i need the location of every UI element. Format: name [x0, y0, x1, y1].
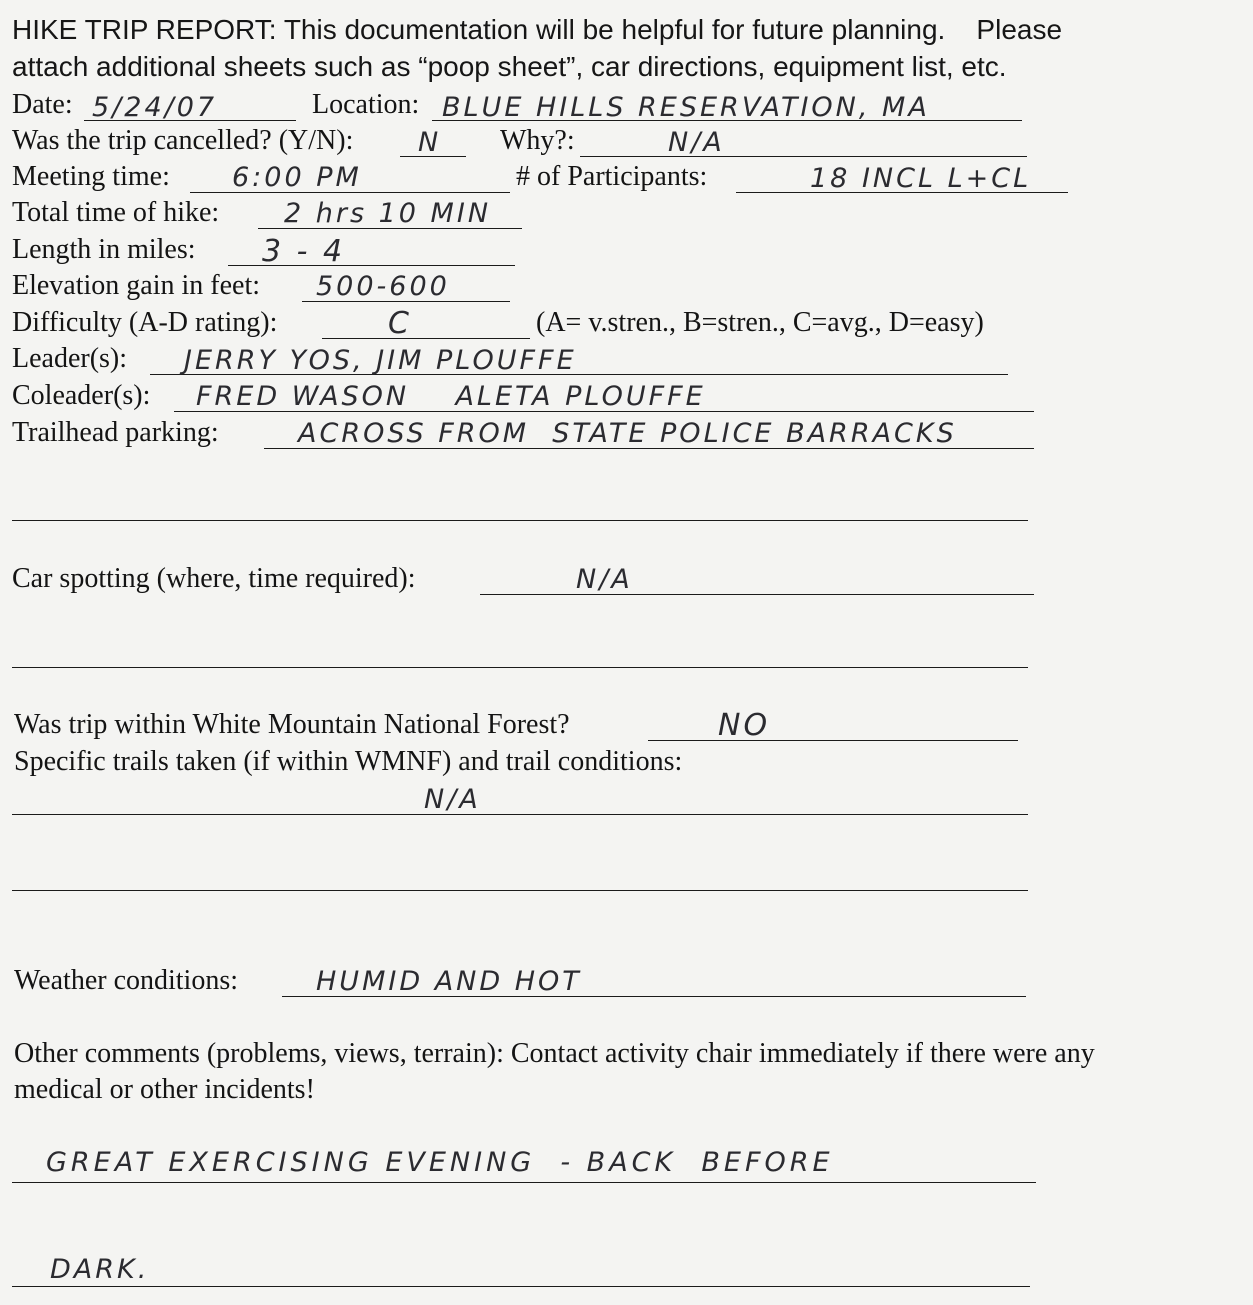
comments-line-1[interactable]	[12, 1182, 1036, 1183]
meeting-time-value: 6:00 PM	[232, 162, 362, 193]
trailhead-label: Trailhead parking:	[12, 417, 219, 448]
location-value: BLUE HILLS RESERVATION, MA	[442, 92, 930, 123]
header-intro: This documentation will be helpful for future planning. Please	[283, 14, 1063, 45]
weather-label: Weather conditions:	[14, 965, 239, 996]
total-time-value: 2 hrs 10 MIN	[284, 198, 492, 229]
participants-label: # of Participants:	[516, 161, 708, 192]
specific-trails-line[interactable]	[12, 814, 1028, 815]
comments-label-line-1: Other comments (problems, views, terrain): Contact activity chair immediately if there were any	[14, 1038, 1095, 1069]
weather-value: HUMID AND HOT	[316, 966, 582, 997]
leaders-label: Leader(s):	[12, 343, 128, 374]
comments-value-line-1: GREAT EXERCISING EVENING - BACK BEFORE	[46, 1147, 834, 1178]
car-spotting-value: N/A	[576, 564, 633, 595]
cancelled-label: Was the trip cancelled? (Y/N):	[12, 125, 354, 156]
comments-label-line-2: medical or other incidents!	[14, 1074, 315, 1105]
car-spotting-line[interactable]	[480, 594, 1034, 595]
specific-trails-extra-line[interactable]	[12, 890, 1028, 891]
elevation-label: Elevation gain in feet:	[12, 270, 261, 301]
difficulty-label: Difficulty (A-D rating):	[12, 307, 278, 338]
difficulty-value: C	[388, 306, 412, 341]
length-value: 3 - 4	[262, 234, 346, 269]
why-label: Why?:	[500, 125, 575, 156]
trailhead-value: ACROSS FROM STATE POLICE BARRACKS	[298, 418, 957, 449]
why-value: N/A	[668, 127, 725, 158]
comments-line-2[interactable]	[12, 1286, 1030, 1287]
meeting-time-label: Meeting time:	[12, 161, 170, 192]
car-spotting-extra-line[interactable]	[12, 667, 1028, 668]
car-spotting-label: Car spotting (where, time required):	[12, 563, 416, 594]
coleaders-label: Coleader(s):	[12, 380, 151, 411]
comments-value-line-2: DARK.	[50, 1254, 150, 1285]
difficulty-legend: (A= v.stren., B=stren., C=avg., D=easy)	[536, 307, 984, 338]
cancelled-value: N	[418, 127, 442, 158]
wmnf-label: Was trip within White Mountain National Forest?	[14, 709, 570, 740]
wmnf-value: NO	[718, 708, 771, 743]
difficulty-line[interactable]	[322, 338, 530, 339]
elevation-value: 500-600	[316, 271, 450, 302]
participants-value: 18 INCL L+CL	[810, 163, 1032, 194]
total-time-label: Total time of hike:	[12, 197, 220, 228]
location-label: Location:	[312, 89, 420, 120]
length-label: Length in miles:	[12, 234, 196, 265]
wmnf-line[interactable]	[648, 740, 1018, 741]
specific-trails-label: Specific trails taken (if within WMNF) and trail conditions:	[14, 746, 683, 777]
date-value: 5/24/07	[92, 92, 218, 123]
trailhead-extra-line[interactable]	[12, 520, 1028, 521]
date-label: Date:	[12, 89, 73, 120]
header-line-2: attach additional sheets such as “poop sheet”, car directions, equipment list, etc.	[12, 51, 1007, 82]
coleaders-value: FRED WASON ALETA PLOUFFE	[196, 381, 706, 412]
form-title: HIKE TRIP REPORT:	[12, 14, 277, 45]
header-line-1	[12, 14, 1062, 46]
why-line[interactable]	[580, 156, 1027, 157]
leaders-value: JERRY YOS, JIM PLOUFFE	[184, 345, 577, 376]
specific-trails-value: N/A	[424, 784, 481, 815]
